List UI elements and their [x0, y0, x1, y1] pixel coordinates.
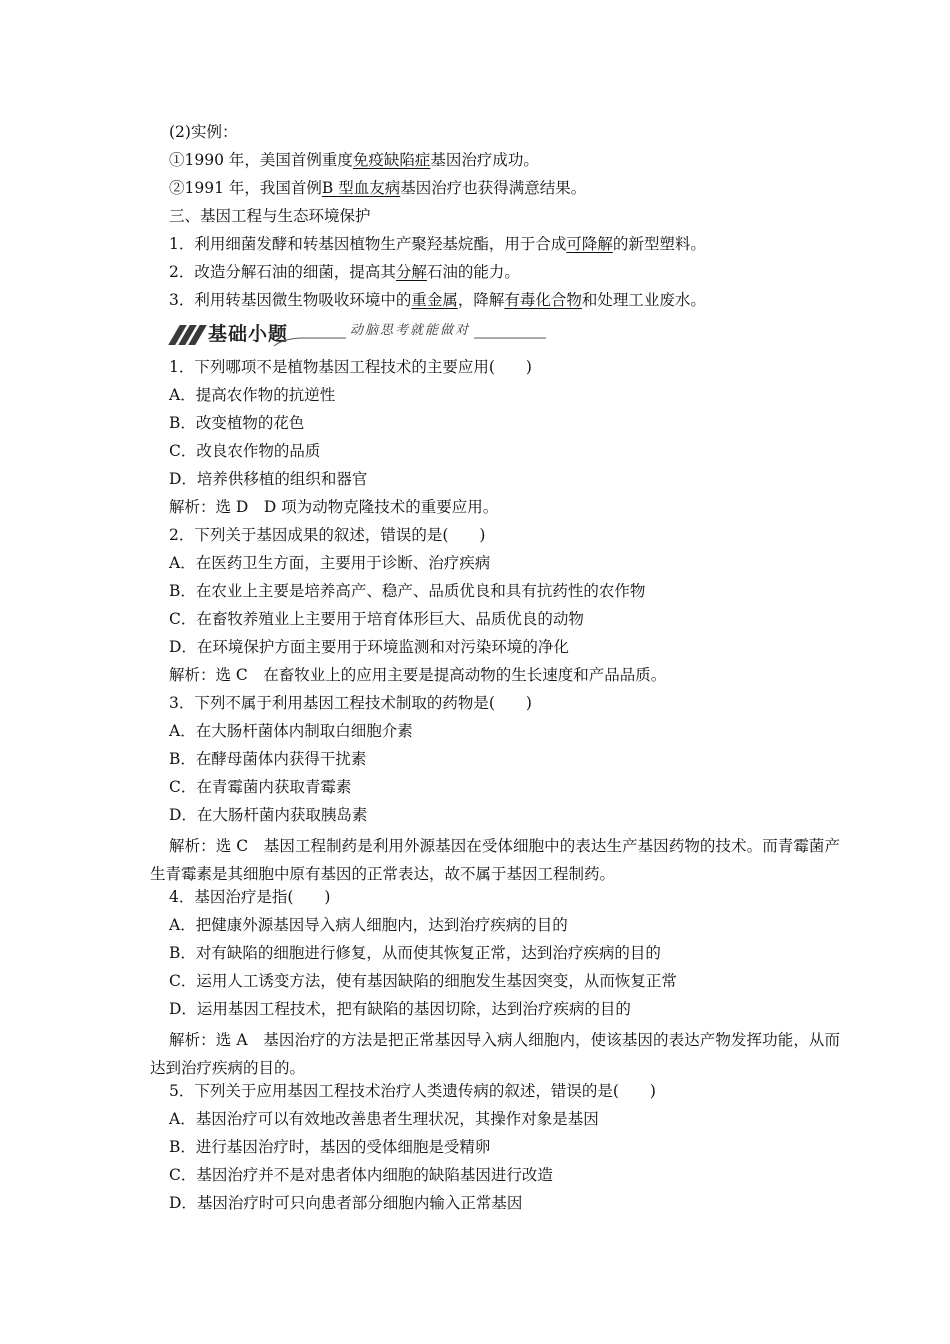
question-option: C．运用人工诱变方法，使有基因缺陷的细胞发生基因突变，从而恢复正常 [169, 972, 677, 990]
question-option: C．改良农作物的品质 [169, 442, 321, 460]
question-option: A．提高农作物的抗逆性 [169, 386, 336, 404]
question-option: A．把健康外源基因导入病人细胞内，达到治疗疾病的目的 [169, 916, 568, 934]
question-option: D．培养供移植的组织和器官 [169, 470, 368, 488]
question-option: D．基因治疗时可只向患者部分细胞内输入正常基因 [169, 1194, 523, 1212]
blank-answer: 分解 [395, 263, 427, 281]
question-stem: 5．下列关于应用基因工程技术治疗人类遗传病的叙述，错误的是( ) [169, 1082, 656, 1100]
question-option: D．运用基因工程技术，把有缺陷的基因切除，达到治疗疾病的目的 [169, 1000, 631, 1018]
question-option: C．在畜牧养殖业上主要用于培育体形巨大、品质优良的动物 [169, 610, 584, 628]
section-paragraph-1: 1．利用细菌发酵和转基因植物生产聚羟基烷酯，用于合成可降解的新型塑料。 [169, 235, 706, 253]
question-option: B．在酵母菌体内获得干扰素 [169, 750, 367, 768]
question-option: A．在大肠杆菌体内制取白细胞介素 [169, 722, 413, 740]
section-paragraph-2: 2．改造分解石油的细菌，提高其分解石油的能力。 [169, 263, 520, 281]
question-option: D．在环境保护方面主要用于环境监测和对污染环境的净化 [169, 638, 569, 656]
section-banner [170, 320, 550, 350]
question-option: D．在大肠杆菌内获取胰岛素 [169, 806, 368, 824]
example-item-1: ①1990 年，美国首例重度免疫缺陷症基因治疗成功。 [169, 151, 539, 169]
question-option: B．进行基因治疗时，基因的受体细胞是受精卵 [169, 1138, 491, 1156]
question-analysis: 解析：选 A 基因治疗的方法是把正常基因导入病人细胞内，使该基因的表达产物发挥功能，从而达到治疗疾病的目的。 [150, 1031, 840, 1077]
question-stem: 3．下列不属于利用基因工程技术制取的药物是( ) [169, 694, 532, 712]
example-heading: (2)实例： [169, 123, 238, 141]
question-option: C．基因治疗并不是对患者体内细胞的缺陷基因进行改造 [169, 1166, 553, 1184]
blank-answer: 可降解 [566, 235, 613, 253]
question-option: A．在医药卫生方面，主要用于诊断、治疗疾病 [169, 554, 491, 572]
example-item-2: ②1991 年，我国首例B 型血友病基因治疗也获得满意结果。 [169, 179, 587, 197]
question-option: B．在农业上主要是培养高产、稳产、品质优良和具有抗药性的农作物 [169, 582, 646, 600]
question-stem: 4．基因治疗是指( ) [169, 888, 331, 906]
blank-answer: 免疫缺陷症 [352, 151, 431, 169]
question-stem: 2．下列关于基因成果的叙述，错误的是( ) [169, 526, 486, 544]
blank-answer: 重金属 [411, 291, 458, 309]
question-option: C．在青霉菌内获取青霉素 [169, 778, 352, 796]
section-paragraph-3: 3．利用转基因微生物吸收环境中的重金属，降解有毒化合物和处理工业废水。 [169, 291, 706, 309]
section-heading: 三、基因工程与生态环境保护 [169, 207, 371, 225]
blank-answer: 有毒化合物 [504, 291, 582, 309]
question-option: B．改变植物的花色 [169, 414, 305, 432]
question-analysis: 解析：选 C 基因工程制药是利用外源基因在受体细胞中的表达生产基因药物的技术。而青霉菌产生青霉素是其细胞中原有基因的正常表达，故不属于基因工程制药。 [150, 837, 840, 883]
question-analysis: 解析：选 D D 项为动物克隆技术的重要应用。 [169, 498, 499, 516]
question-stem: 1．下列哪项不是植物基因工程技术的主要应用( ) [169, 358, 532, 376]
stripes-icon [170, 325, 204, 345]
question-analysis: 解析：选 C 在畜牧业上的应用主要是提高动物的生长速度和产品品质。 [169, 666, 667, 684]
question-option: A．基因治疗可以有效地改善患者生理状况，其操作对象是基因 [169, 1110, 599, 1128]
blank-answer: B 型血友病 [321, 179, 401, 197]
banner-subtitle: 动脑思考就能做对 [346, 322, 474, 340]
banner-title: 基础小题 [208, 323, 289, 345]
question-option: B．对有缺陷的细胞进行修复，从而使其恢复正常，达到治疗疾病的目的 [169, 944, 661, 962]
